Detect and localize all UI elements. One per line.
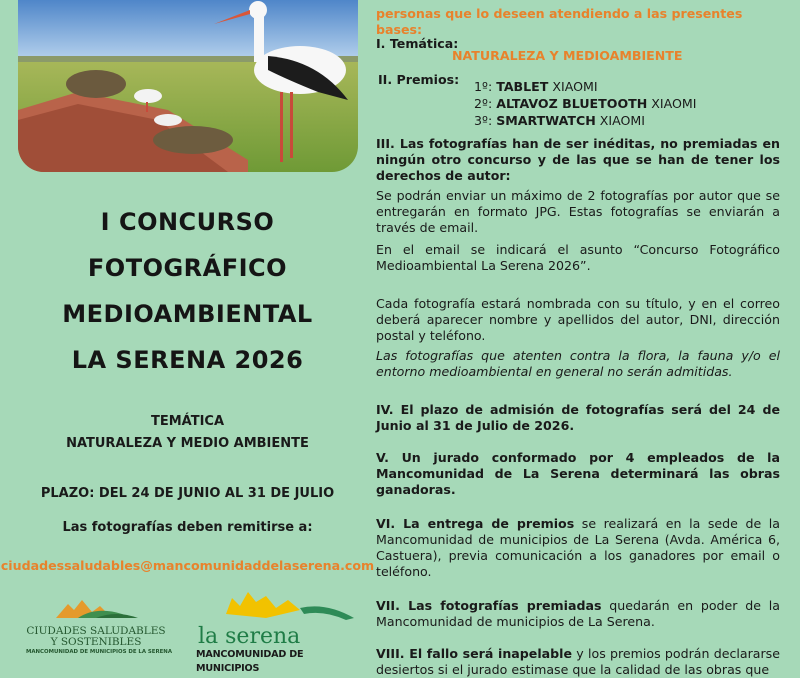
tematica-value: NATURALEZA Y MEDIOAMBIENTE: [452, 48, 683, 63]
premio-1-name: TABLET: [496, 79, 549, 94]
base-iv: IV. El plazo de admisión de fotografías será del 24 de Junio al 31 de Julio de 2026.: [376, 402, 780, 433]
base-iii-p3: Cada fotografía estará nombrada con su título, y en el correo deberá aparecer nombre y apellidos del autor, DNI, dirección postal y teléfono.: [376, 296, 780, 343]
premio-2-brand: XIAOMI: [647, 96, 697, 111]
tematica-heading: I. Temática:: [376, 36, 459, 51]
premio-2-name: ALTAVOZ BLUETOOTH: [496, 96, 648, 111]
tematica-value: NATURALEZA Y MEDIO AMBIENTE: [66, 436, 309, 451]
contest-title-line-1: I CONCURSO: [100, 208, 275, 236]
premio-2: [474, 96, 774, 112]
contest-title-line-4: LA SERENA 2026: [71, 346, 304, 374]
base-vi-bold: VI. La entrega de premios: [376, 516, 575, 531]
stork-photo: [18, 0, 358, 172]
contest-title-line-3: MEDIOAMBIENTAL: [62, 300, 313, 328]
stork-image-icon: [18, 0, 358, 172]
base-iii-p4: Las fotografías que atenten contra la flora, la fauna y/o el entorno medioambiental en general no serán admitidas.: [376, 348, 780, 379]
left-column: [0, 0, 375, 675]
premio-1-brand: XIAOMI: [548, 79, 598, 94]
base-viii: [376, 646, 780, 678]
base-viii-bold: VIII. El fallo será inapelable: [376, 646, 573, 661]
bases-column: [376, 0, 780, 675]
base-v: V. Un jurado conformado por 4 empleados de la Mancomunidad de La Serena determinará las obras ganadoras.: [376, 450, 780, 497]
premios-heading: II. Premios:: [378, 72, 460, 87]
base-vii-rest: quedarán en poder de la Mancomunidad de municipios de La Serena.: [376, 598, 780, 629]
tematica-label: TEMÁTICA: [150, 414, 225, 429]
ciudades-saludables-logo: [26, 596, 172, 656]
base-iii-p1: Se podrán enviar un máximo de 2 fotografías por autor que se entregarán en formato JPG. Estas fotografías se enviarán a través de email.: [376, 188, 780, 235]
base-iii-p2: En el email se indicará el asunto “Concurso Fotográfico Medioambiental La Serena 2026”.: [376, 242, 780, 273]
premio-1-pos: 1º:: [474, 79, 497, 94]
premio-3-pos: 3º:: [474, 113, 497, 128]
plazo-text: PLAZO: DEL 24 DE JUNIO AL 31 DE JULIO: [40, 486, 335, 501]
premio-3: [474, 113, 774, 129]
logo2-sub: MANCOMUNIDAD DE MUNICIPIOS: [196, 649, 304, 674]
la-serena-logo: [196, 588, 358, 674]
logo1-line3: MANCOMUNIDAD DE MUNICIPIOS DE LA SERENA: [26, 649, 172, 655]
base-vii: [376, 598, 780, 630]
base-iii-title: III. Las fotografías han de ser inéditas, no premiadas en ningún otro concurso y de las que se han de tener los derechos de autor:: [376, 136, 780, 183]
landscape-logo-icon: [26, 596, 166, 622]
base-vii-bold: VII. Las fotografías premiadas: [376, 598, 602, 613]
contact-email-link[interactable]: ciudadessaludables@mancomunidaddelaserena.com: [0, 558, 375, 573]
premio-3-brand: XIAOMI: [595, 113, 645, 128]
contest-title-line-2: FOTOGRÁFICO: [87, 254, 288, 282]
logo2-name: la serena: [198, 624, 301, 649]
base-vi-rest: se realizará en la sede de la Mancomunidad de municipios de La Serena (Avda. América 6, Castuera), previa comunicación a los ganadores por email o teléfono.: [376, 516, 780, 579]
logo1-line2: Y SOSTENIBLES: [50, 636, 142, 648]
base-vi: [376, 516, 780, 580]
remitir-text: Las fotografías deben remitirse a:: [62, 520, 313, 535]
premio-1: [474, 79, 774, 95]
bases-intro: personas que lo deseen atendiendo a las presentes bases:: [376, 6, 743, 37]
base-viii-rest: y los premios podrán declararse desiertos si el jurado estimase que la calidad de las obras que: [376, 646, 780, 677]
logo1-line1: CIUDADES SALUDABLES: [26, 625, 166, 637]
la-serena-emblem-icon: [196, 588, 358, 622]
premio-3-name: SMARTWATCH: [496, 113, 596, 128]
premio-2-pos: 2º:: [474, 96, 497, 111]
